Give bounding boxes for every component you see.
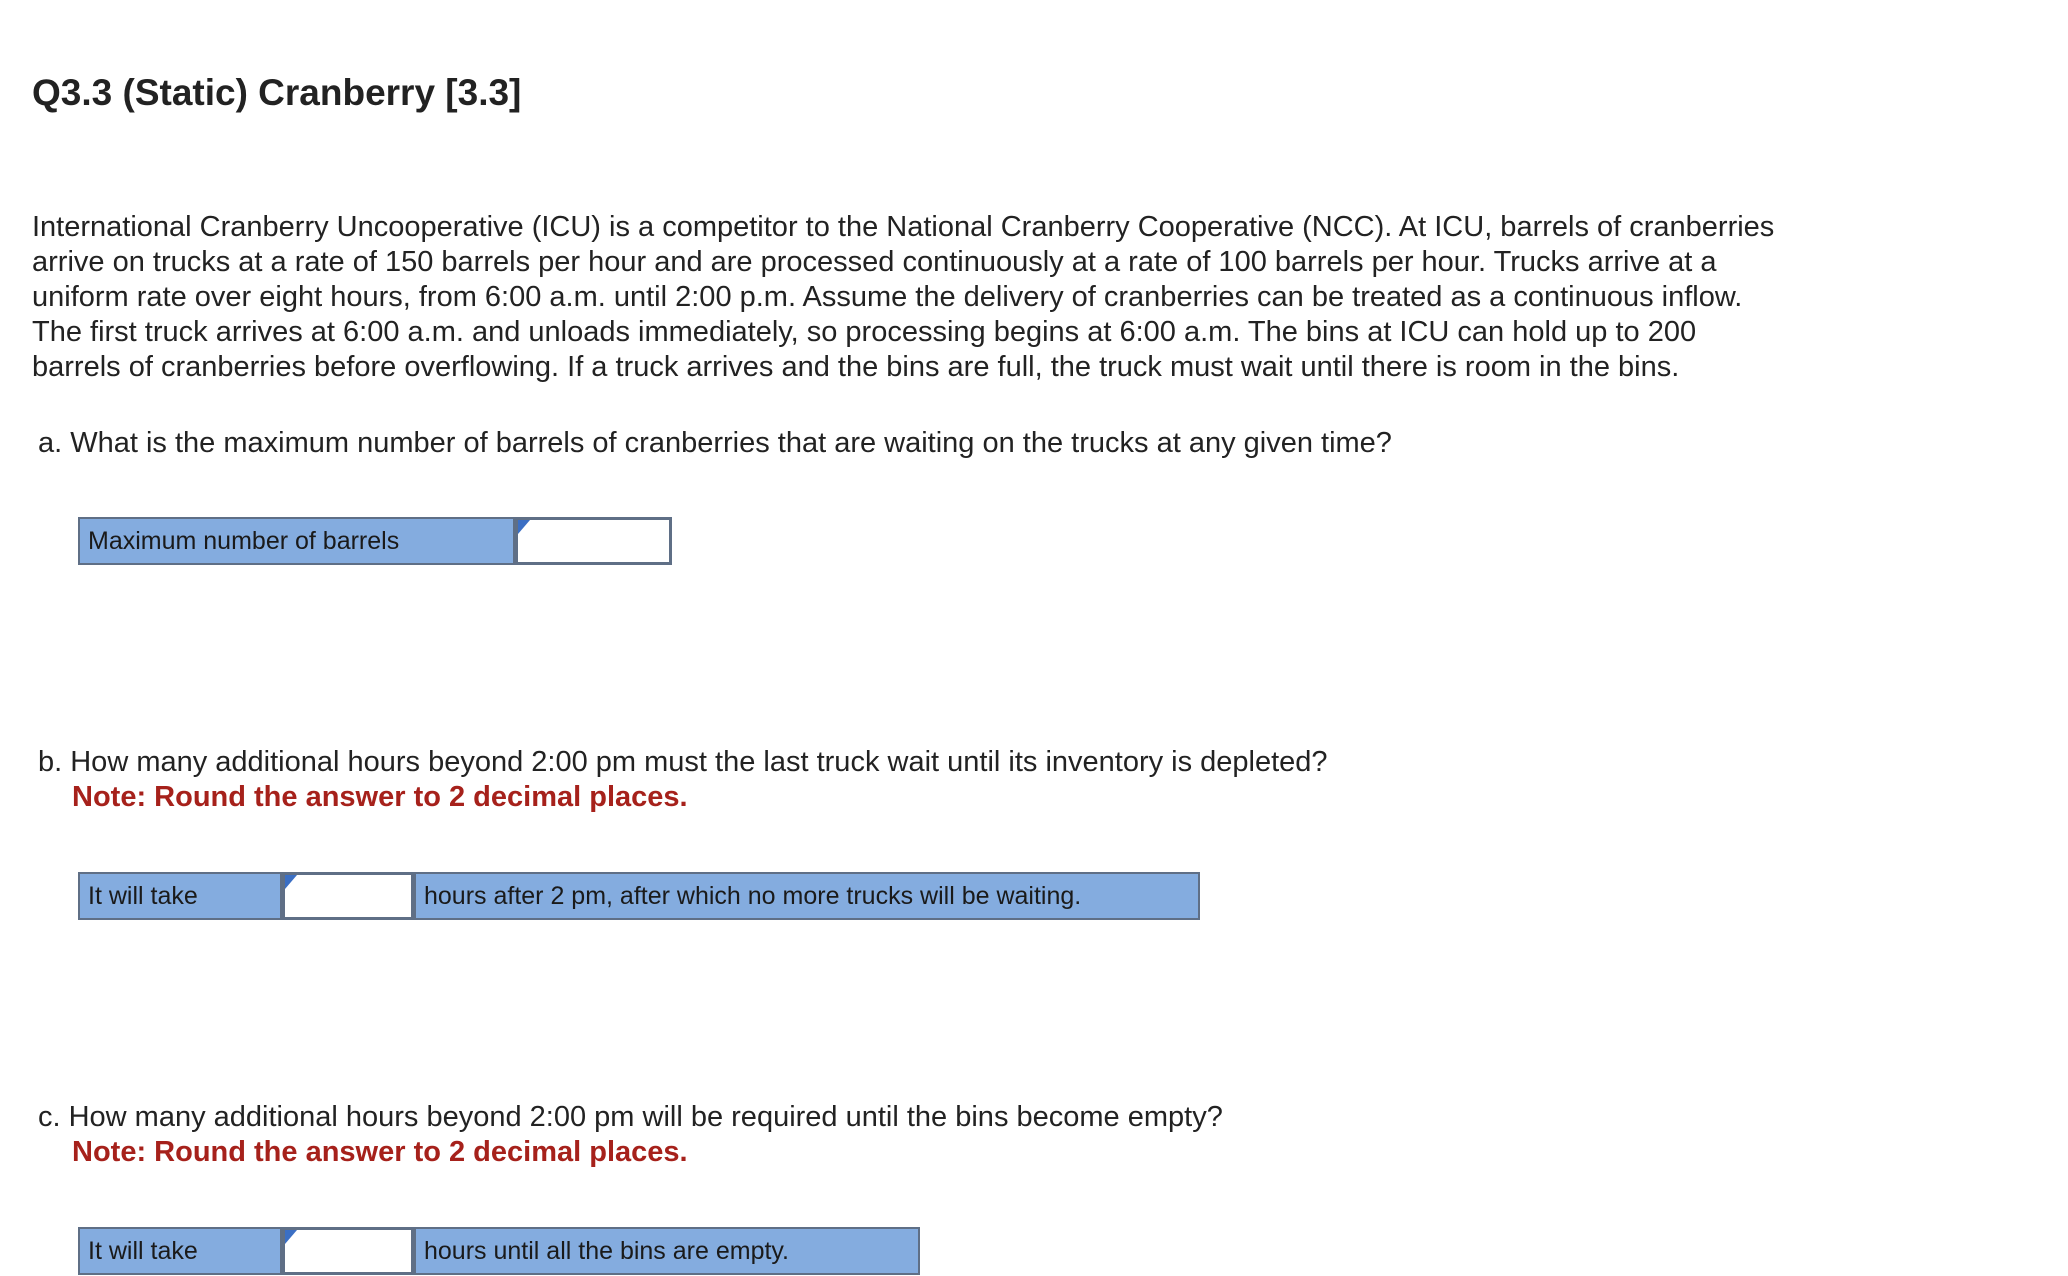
problem-line: The first truck arrives at 6:00 a.m. and unloads immediately, so processing begins at 6:00 a.m. The bins at ICU can hold up to 200 (32, 316, 1697, 348)
part-b-label-before: It will take (78, 872, 282, 920)
part-a-input-cell[interactable] (515, 517, 672, 565)
problem-line: barrels of cranberries before overflowing. If a truck arrives and the bins are full, the truck must wait until there is room in the bins. (32, 351, 1680, 383)
question-title: Q3.3 (Static) Cranberry [3.3] (32, 72, 522, 113)
part-c-answer-row (78, 1227, 920, 1275)
part-b-answer-row (78, 872, 1200, 920)
problem-statement (32, 210, 1992, 385)
part-b-note: Note: Round the answer to 2 decimal places. (72, 781, 688, 813)
part-a-label: Maximum number of barrels (78, 517, 515, 565)
part-a-question: a. What is the maximum number of barrels of cranberries that are waiting on the trucks at any given time? (38, 427, 1392, 459)
part-c-question: c. How many additional hours beyond 2:00 pm will be required until the bins become empty? (38, 1101, 1223, 1133)
part-b-label-after: hours after 2 pm, after which no more trucks will be waiting. (414, 872, 1200, 920)
max-barrels-input[interactable] (518, 520, 669, 562)
part-c-note: Note: Round the answer to 2 decimal places. (72, 1136, 688, 1168)
part-b-question: b. How many additional hours beyond 2:00 pm must the last truck wait until its inventory is depleted? (38, 746, 1328, 778)
part-b-input-cell[interactable] (282, 872, 414, 920)
part-a-answer-row (78, 517, 672, 565)
problem-line: uniform rate over eight hours, from 6:00 a.m. until 2:00 p.m. Assume the delivery of cranberries can be treated as a continuous inflow. (32, 281, 1743, 313)
problem-line: arrive on trucks at a rate of 150 barrels per hour and are processed continuously at a rate of 100 barrels per hour. Trucks arrive at a (32, 246, 1717, 278)
truck-wait-hours-input[interactable] (285, 875, 411, 917)
part-c-label-after: hours until all the bins are empty. (414, 1227, 920, 1275)
problem-line: International Cranberry Uncooperative (ICU) is a competitor to the National Cranberry Cooperative (NCC). At ICU, barrels of cranberries (32, 211, 1775, 243)
part-c-label-before: It will take (78, 1227, 282, 1275)
bins-empty-hours-input[interactable] (285, 1230, 411, 1272)
part-c-input-cell[interactable] (282, 1227, 414, 1275)
